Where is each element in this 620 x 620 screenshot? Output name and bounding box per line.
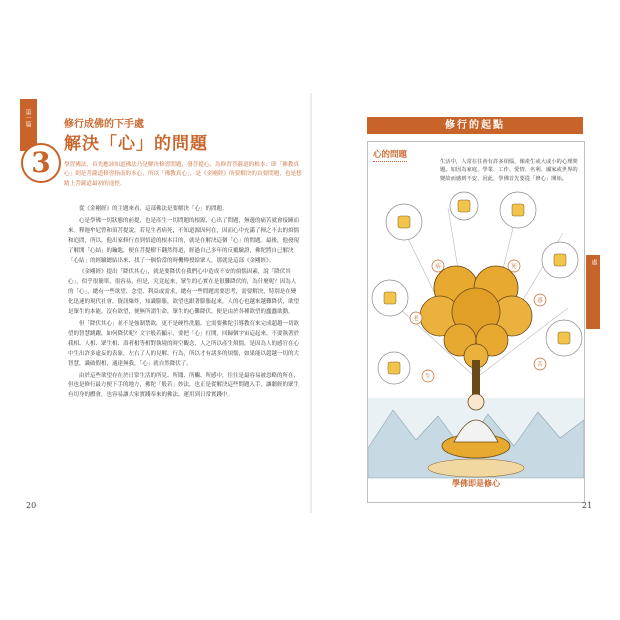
label-confusion: 惑 — [537, 298, 543, 304]
page-title: 解決「心」的問題 — [64, 134, 208, 154]
section-banner: 修行的起點 — [367, 117, 583, 134]
panel-description: 生活中，人常在往會有許多煩惱，像產生或大或小的心理問題。如因為家庭、學業、工作、愛情、名利、國家或世界的變故而感到不安，因此，學佛首先要從「修心」開始。 — [440, 159, 578, 182]
body-paragraph: 由於這些欲望存在於日常生活的所見、所聞、所觸、所感中，往往是最容易被忽略的所在，但也是修行最方便下手的地方，佛陀「般若」妙法，也正是從解決這些問題入手，讓聽經的眾生有切身的體會，也容易讓大家實踐奉來的佛法，運用到日常實踐中。 — [68, 372, 300, 399]
label-birth: 生 — [425, 374, 431, 380]
right-page — [312, 93, 606, 513]
panel-subhead: 心的問題 — [373, 150, 408, 160]
page-number-left: 20 — [26, 501, 37, 510]
left-page — [20, 93, 312, 513]
label-sickness: 病 — [435, 264, 441, 270]
intro-paragraph: 學習佛法，首先應該知道佛法乃是解決修習問題、發菩提心、為修習菩薩道的根本；即「佛教真心」則是菩薩道修習指南的本心，所以「佛教真心」，是《金剛經》所要解決的首要問題，也是想踏上菩薩道最初的途徑。 — [64, 162, 302, 187]
illustration-caption: 學佛即是修心 — [452, 478, 500, 488]
label-death: 死 — [511, 264, 517, 270]
body-paragraph: 但「降伏其心」並不是強制禁欲，更不是硬性洗腦，它需要佛陀引導教育來完成超越一切欲望的智慧跳躍，如何降伏呢？文字般若顯示，要把「心」打開，回歸個宇宙這起來，不要執著於我相、人相、眾生相、壽者相等相對執境的時空觀念，人之所以產生煩惱，是因為人的感官在心中生出許多虛妄的表象，左右了人的見解、行為，所以才有諸多的煩惱，如果能以超越一切的大智慧，識破假相，通達無我，「心」就自然降伏了。 — [68, 320, 300, 367]
page-number-right: 21 — [582, 501, 593, 510]
body-paragraph: 從《金剛經》的主題來看，這部佛法是要解決「心」的問題。 — [79, 206, 228, 212]
illustration-panel — [367, 141, 585, 503]
side-tab-label: 第一篇｜修行成佛的下手處 — [590, 259, 606, 325]
tree-canopy — [420, 266, 532, 368]
body-text — [68, 205, 300, 403]
section-kicker: 修行成佛的下手處 — [64, 119, 144, 130]
label-suffering: 苦 — [537, 362, 543, 368]
side-chapter-tab — [586, 255, 606, 329]
body-paragraph: 《金剛經》提出「降伏其心」，就是要降伏在我們心中造成不安的煩惱因素，說「降伏其心」，似乎很簡單，很容易，但是，究竟起來，眾生的心實在是很難降伏的，為什麼呢？因為人的「心」，總有一些欲望、念望、利益或需求，總有一些問題需要思考，需要解決，特別是在變化迅速的現代社會，資訊爆炸，知識膨脹，欲望也跟著膨脹起來，人的心也越來越難降伏，欲望是眾生的本能，沒有欲望，便無所謂生命，眾生的心難降伏，便是由於各種欲望的蠢蠢欲動。 — [68, 269, 300, 316]
meditation-tree-illustration — [368, 188, 584, 488]
chapter-tab-label: 第一篇 — [24, 109, 31, 127]
body-paragraph: 心是學佛一切狀態的前提，也是產生一切問題的根源，心出了問題，無邊的痛苦就會接踵而來。釋迦牟尼曾和須菩提說，若見生者病死，不知道源因何在，因而心中充滿了揮之不去的煩惱和追問，所以，他出家修行直到悟道的根本目的，就是在解決這個「心」的問題。最後，他發現了解開「心結」的鑰匙，便在菩提樹下翻然得道，經過自己多年的反覆驗證，佛陀將自己解決「心結」的經驗總結出來，找了一個恰當的時機傳授給眾人，那就是這部《金剛經》。 — [68, 217, 300, 264]
book-spread — [20, 93, 606, 513]
chapter-number: 3 — [21, 143, 61, 183]
label-old-age: 老 — [413, 316, 419, 322]
